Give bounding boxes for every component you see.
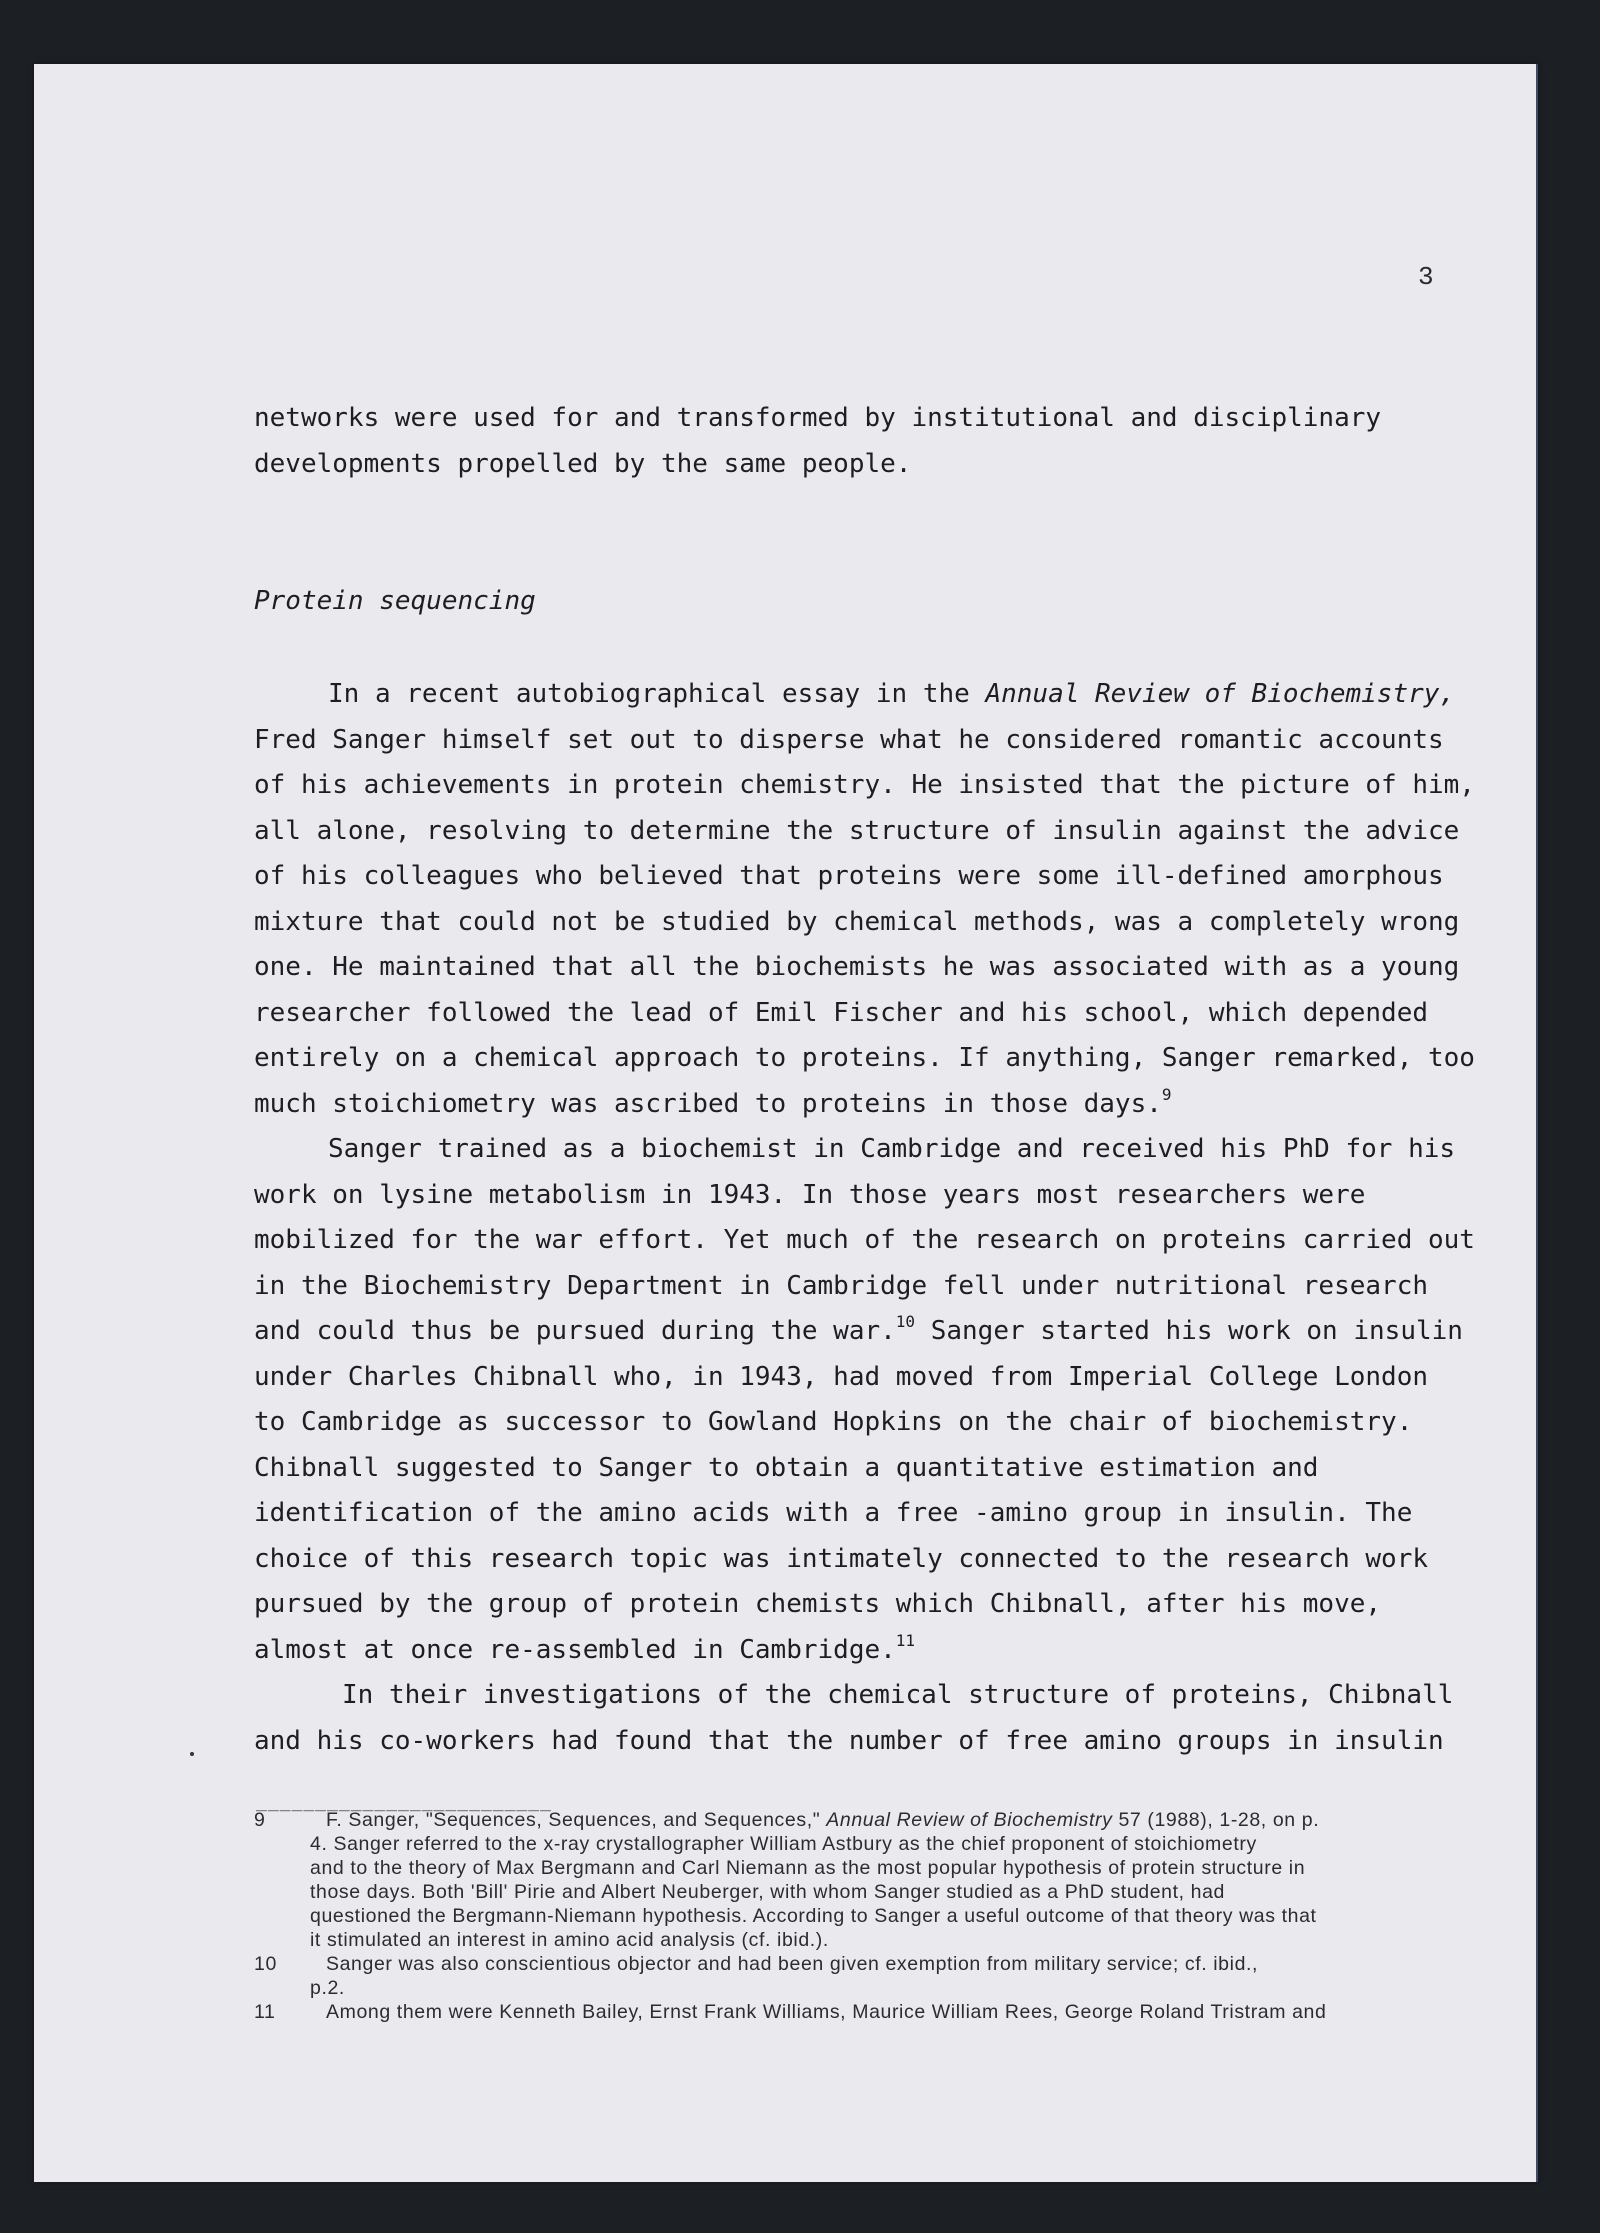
footnote-number: 9 xyxy=(254,1809,266,1831)
text-line xyxy=(254,672,1454,718)
text-segment: 57 (1988), 1-28, on p. xyxy=(1112,1809,1320,1831)
main-text xyxy=(254,672,1475,1764)
footnote-11 xyxy=(254,2000,1464,2024)
text-line: of his achievements in protein chemistry. He insisted that the picture of him, xyxy=(254,770,1475,800)
section-heading: Protein sequencing xyxy=(254,586,536,616)
footnote-number: 10 xyxy=(254,1953,277,1975)
footnote-line: questioned the Bergmann-Niemann hypothesis. According to Sanger a useful outcome of that theory was that xyxy=(310,1905,1317,1927)
text-line xyxy=(254,1082,1454,1128)
text-line xyxy=(254,1309,1463,1355)
footnote-line: Sanger was also conscientious objector and had been given exemption from military service; cf. ibid., xyxy=(326,1953,1259,1975)
journal-title: Annual Review of Biochemistry xyxy=(826,1809,1113,1831)
intro-paragraph xyxy=(254,396,1454,487)
text-line: developments propelled by the same people. xyxy=(254,448,912,479)
footnote-ref: 11 xyxy=(895,1630,916,1650)
text-line: Fred Sanger himself set out to disperse what he considered romantic accounts xyxy=(254,724,1444,755)
text-line: work on lysine metabolism in 1943. In those years most researchers were xyxy=(254,1179,1366,1210)
footnote-line: 4. Sanger referred to the x-ray crystallographer William Astbury as the chief proponent of stoichiometry xyxy=(310,1833,1257,1855)
footnote-line: it stimulated an interest in amino acid analysis (cf. ibid.). xyxy=(310,1929,829,1951)
footnote-rule: _________________________ xyxy=(256,1791,552,1812)
text-line: under Charles Chibnall who, in 1943, had moved from Imperial College London xyxy=(254,1361,1428,1392)
text-line xyxy=(254,1628,1454,1674)
footnote-number: 11 xyxy=(254,2001,276,2023)
text-line: entirely on a chemical approach to proteins. If anything, Sanger remarked, too xyxy=(254,1043,1475,1073)
footnote-ref: 9 xyxy=(1161,1084,1172,1104)
text-segment: almost at once re-assembled in Cambridge. xyxy=(254,1634,896,1665)
text-line: Sanger trained as a biochemist in Cambridge and received his PhD for his xyxy=(328,1134,1456,1164)
text-line: to Cambridge as successor to Gowland Hopkins on the chair of biochemistry. xyxy=(254,1407,1413,1437)
footnote-10 xyxy=(254,1952,1464,2000)
text-line: researcher followed the lead of Emil Fischer and his school, which depended xyxy=(254,997,1428,1028)
text-line: networks were used for and transformed by institutional and disciplinary xyxy=(254,403,1382,433)
footnote-line: p.2. xyxy=(310,1977,345,1999)
text-line: mobilized for the war effort. Yet much of the research on proteins carried out xyxy=(254,1225,1475,1255)
page-number: 3 xyxy=(1418,262,1434,292)
journal-title: Annual Review of Biochemistry, xyxy=(985,679,1456,709)
footnote-ref: 10 xyxy=(895,1312,916,1331)
footnotes xyxy=(254,1808,1464,2024)
text-line: Chibnall suggested to Sanger to obtain a quantitative estimation and xyxy=(254,1452,1319,1483)
text-segment: F. Sanger, "Sequences, Sequences, and Sequences," xyxy=(326,1809,827,1831)
text-line: all alone, resolving to determine the structure of insulin against the advice xyxy=(254,815,1460,846)
footnote-line: and to the theory of Max Bergmann and Carl Niemann as the most popular hypothesis of protein structure in xyxy=(310,1857,1306,1879)
footnote-9 xyxy=(254,1808,1464,1952)
text-line: pursued by the group of protein chemists which Chibnall, after his move, xyxy=(254,1589,1382,1619)
footnote-line: those days. Both 'Bill' Pirie and Albert Neuberger, with whom Sanger studied as a PhD student, had xyxy=(310,1881,1225,1903)
text-line: of his colleagues who believed that proteins were some ill-defined amorphous xyxy=(254,861,1444,891)
text-segment: In a recent autobiographical essay in the xyxy=(328,679,986,709)
text-line: choice of this research topic was intimately connected to the research work xyxy=(254,1543,1428,1574)
text-line: mixture that could not be studied by chemical methods, was a completely wrong xyxy=(254,906,1460,937)
text-segment: Sanger started his work on insulin xyxy=(915,1316,1463,1346)
text-line: identification of the amino acids with a free -amino group in insulin. The xyxy=(254,1498,1413,1528)
text-segment: and could thus be pursued during the war. xyxy=(254,1316,896,1346)
footnote-line xyxy=(310,1808,1464,1832)
footnote-line: Among them were Kenneth Bailey, Ernst Frank Williams, Maurice William Rees, George Roland Tristram and xyxy=(326,2001,1327,2023)
text-line: and his co-workers had found that the number of free amino groups in insulin xyxy=(254,1725,1444,1756)
text-line: one. He maintained that all the biochemists he was associated with as a young xyxy=(254,952,1460,982)
text-line: In their investigations of the chemical structure of proteins, Chibnall xyxy=(342,1680,1454,1710)
margin-mark xyxy=(190,1752,194,1756)
text-segment: much stoichiometry was ascribed to proteins in those days. xyxy=(254,1088,1162,1119)
text-line: in the Biochemistry Department in Cambridge fell under nutritional research xyxy=(254,1270,1428,1301)
